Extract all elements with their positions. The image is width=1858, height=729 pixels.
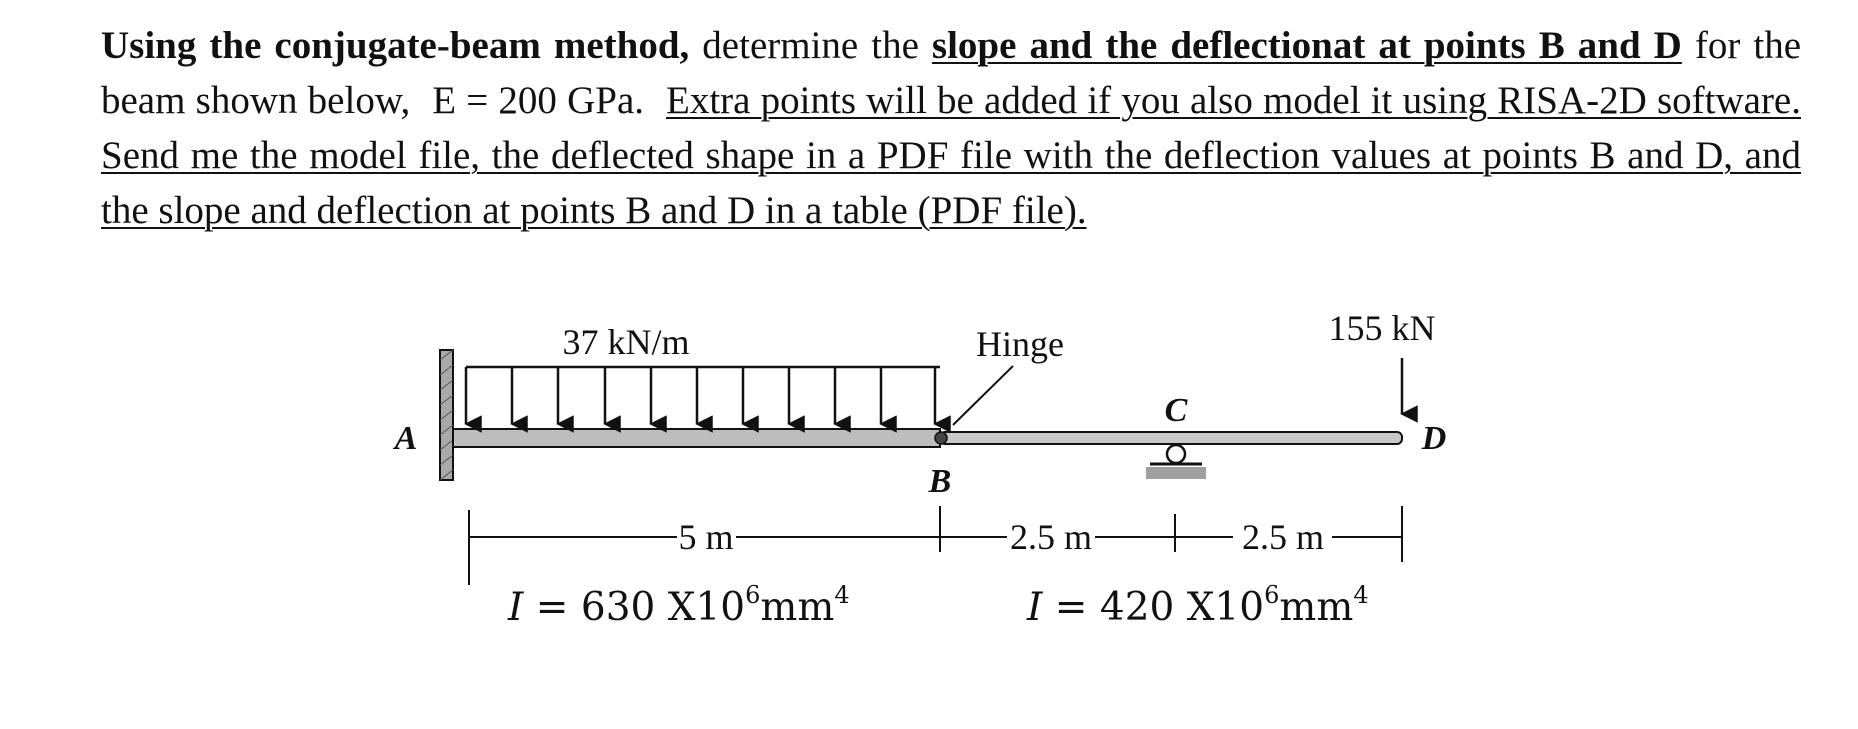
task-emphasis: slope and the deflectionat at points B and D <box>931 24 1682 67</box>
distributed-load-label: 37 kN/m <box>562 322 690 362</box>
moment-of-inertia-right <box>1027 581 1369 630</box>
moi-right-symbol: I <box>1027 585 1043 630</box>
method-heading: Using the conjugate-beam method, <box>101 24 690 67</box>
point-d-label: D <box>1421 420 1447 457</box>
moment-of-inertia-left <box>508 581 850 630</box>
span-bc-label: 2.5 m <box>1009 517 1093 557</box>
beam-segment-ab <box>453 429 940 447</box>
problem-text-2: for the beam shown below, <box>101 24 1802 122</box>
elastic-modulus: E = 200 GPa. <box>432 79 644 122</box>
distributed-load-arrows <box>466 367 935 424</box>
problem-text-1: determine the <box>689 24 932 67</box>
moi-left-exp: 6 <box>745 581 761 609</box>
moi-left-symbol: I <box>508 585 524 630</box>
hinge-label: Hinge <box>976 324 1064 364</box>
hinge-pointer <box>953 366 1013 425</box>
moi-left-equals: = <box>523 585 581 630</box>
roller-support-c <box>1146 445 1206 479</box>
moi-left-unit: mm <box>760 585 835 630</box>
moi-right-unit-exp: 4 <box>1353 581 1369 609</box>
point-b-label: B <box>928 463 952 500</box>
moi-right-unit: mm <box>1279 585 1354 630</box>
hinge-b <box>935 432 947 444</box>
point-load-label: 155 kN <box>1328 308 1436 348</box>
moi-right-value: 420 X10 <box>1099 585 1265 630</box>
span-ab-label: 5 m <box>678 517 734 557</box>
extra-credit-note: Extra points will be added if you also model it using RISA-2D software. Send me the model file, the deflected shape in a PDF file with the deflection values at points B and D, and the slope and deflection at points B and D in a table (PDF file). <box>101 79 1801 232</box>
moi-left-unit-exp: 4 <box>834 581 850 609</box>
moi-right-equals: = <box>1042 585 1100 630</box>
beam-segment-bd <box>940 432 1402 444</box>
point-c-label: C <box>1164 392 1188 429</box>
moi-left-value: 630 X10 <box>580 585 746 630</box>
point-a-label: A <box>394 420 418 457</box>
span-cd-label: 2.5 m <box>1241 517 1325 557</box>
moi-right-exp: 6 <box>1264 581 1280 609</box>
